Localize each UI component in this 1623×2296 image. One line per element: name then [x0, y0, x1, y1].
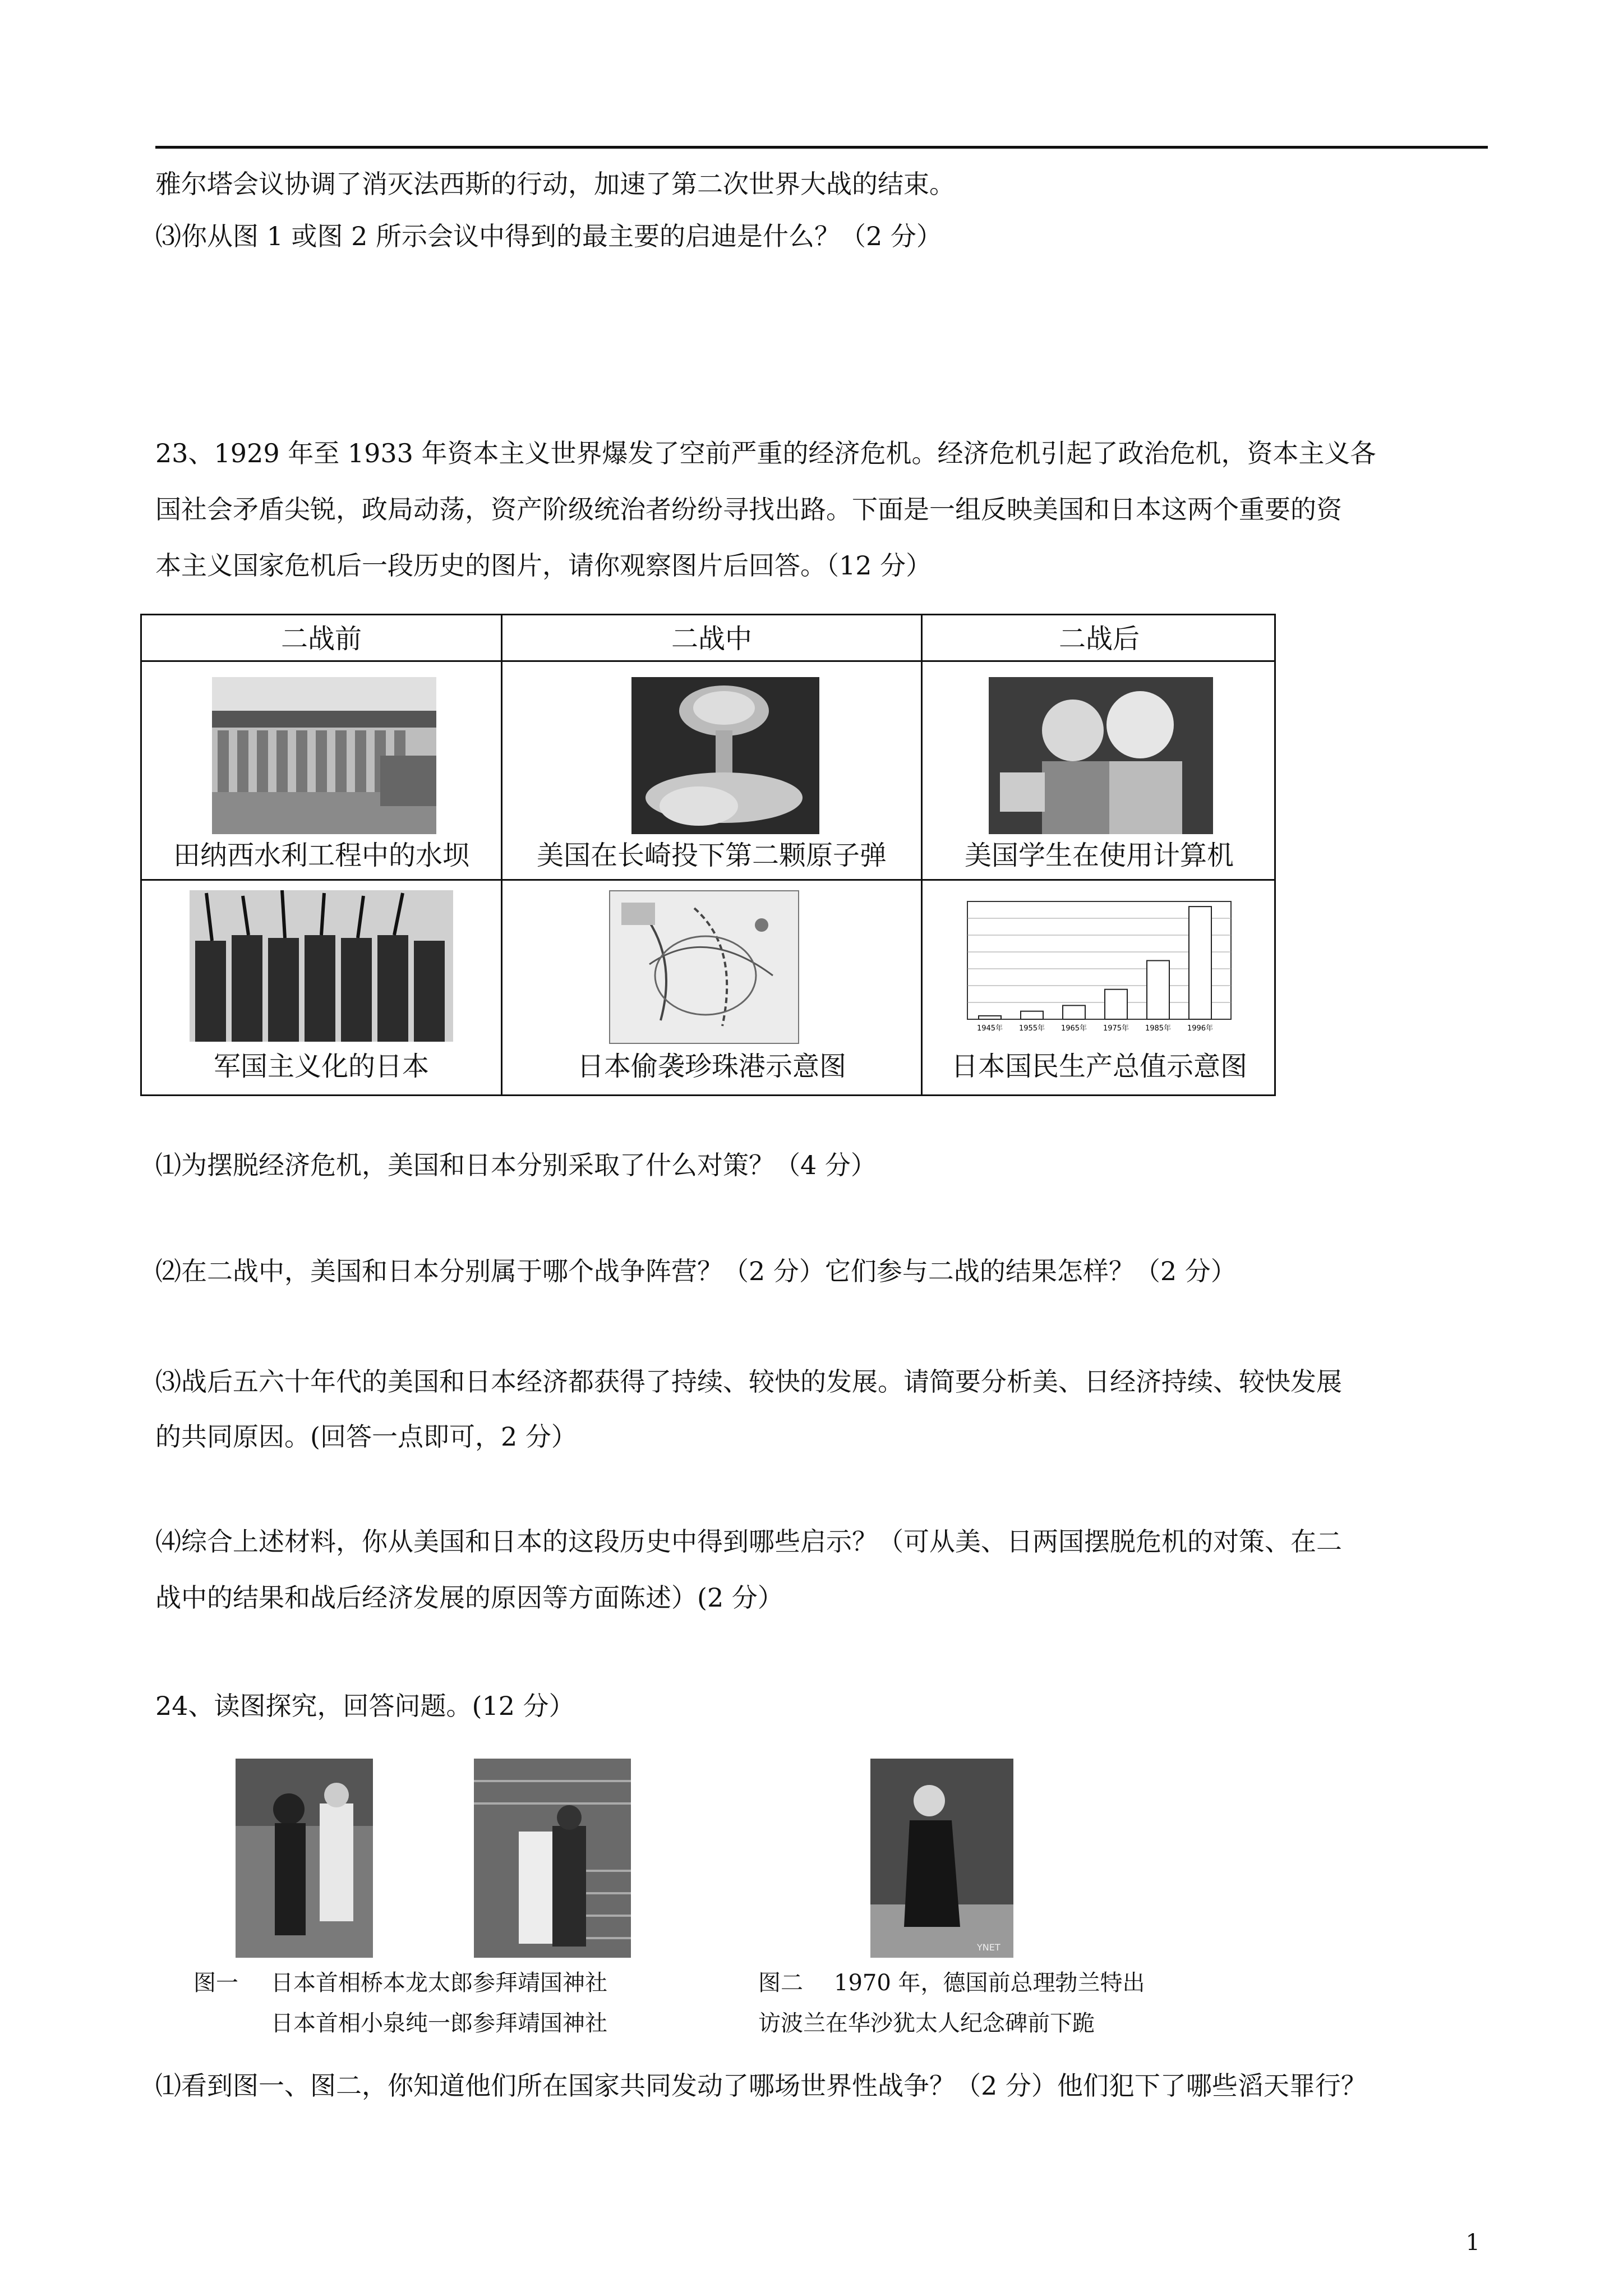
caption-fig2-line1: 1970 年，德国前总理勃兰特出 — [834, 1970, 1145, 1996]
question-23-4-line2: 战中的结果和战后经济发展的原因等方面陈述）(2 分） — [155, 1582, 783, 1613]
question-23-line3: 本主义国家危机后一段历史的图片，请你观察图片后回答。（12 分） — [155, 550, 932, 581]
question-23-line1: 23、1929 年至 1933 年资本主义世界爆发了空前严重的经济危机。经济危机引起了政治危机，资本主义各 — [155, 438, 1376, 468]
gnp-year-label: 1955年 — [1018, 1024, 1045, 1033]
brandt-kneeling-photo — [870, 1759, 1013, 1958]
question-23-3-line2: 的共同原因。(回答一点即可，2 分） — [155, 1421, 577, 1452]
gnp-year-label: 1985年 — [1145, 1024, 1172, 1033]
gnp-year-label: 1996年 — [1187, 1024, 1214, 1033]
caption-dam: 田纳西水利工程中的水坝 — [173, 840, 469, 871]
question-22-3: ⑶你从图 1 或图 2 所示会议中得到的最主要的启迪是什么？（2 分） — [155, 221, 942, 251]
koizumi-yasukuni-photo — [474, 1759, 631, 1958]
students-computer-photo — [989, 677, 1213, 834]
question-24-1: ⑴看到图一、图二，你知道他们所在国家共同发动了哪场世界性战争？（2 分）他们犯下了哪些滔天罪行？ — [155, 2070, 1367, 2101]
question-23-line2: 国社会矛盾尖锐，政局动荡，资产阶级统治者纷纷寻找出路。下面是一组反映美国和日本这两个重要的资 — [155, 494, 1342, 524]
gnp-bar — [1021, 1011, 1043, 1019]
gnp-year-label: 1945年 — [976, 1024, 1003, 1033]
caption-gnp: 日本国民生产总值示意图 — [951, 1051, 1247, 1082]
question-23-4-line1: ⑷综合上述材料，你从美国和日本的这段历史中得到哪些启示？（可从美、日两国摆脱危机的对策、在二 — [155, 1526, 1342, 1557]
table-divider — [142, 660, 1274, 662]
history-picture-table — [140, 614, 1276, 1096]
caption-atomic-bomb: 美国在长崎投下第二颗原子弹 — [536, 840, 887, 871]
svg-text:YNET: YNET — [977, 1942, 1000, 1953]
gnp-bar — [979, 1016, 1001, 1019]
gnp-bar — [1189, 907, 1211, 1019]
question-24-title: 24、读图探究，回答问题。(12 分） — [155, 1691, 575, 1721]
page-number: 1 — [1465, 2230, 1480, 2256]
gnp-year-label: 1965年 — [1061, 1024, 1087, 1033]
gnp-bar — [1147, 960, 1169, 1019]
militarized-japan-photo — [190, 890, 453, 1042]
caption-fig2-line2: 访波兰在华沙犹太人纪念碑前下跪 — [758, 2010, 1095, 2036]
nagasaki-bomb-photo — [631, 677, 819, 834]
gnp-year-label: 1975年 — [1103, 1024, 1129, 1033]
question-23-1: ⑴为摆脱经济危机，美国和日本分别采取了什么对策？（4 分） — [155, 1150, 877, 1180]
tennessee-dam-photo — [212, 677, 436, 834]
gnp-bar — [1105, 990, 1127, 1019]
caption-fig1-line1: 日本首相桥本龙太郎参拜靖国神社 — [271, 1970, 607, 1996]
caption-fig2-label: 图二 — [758, 1970, 803, 1996]
caption-fig1-label: 图一 — [193, 1970, 238, 1996]
caption-pearl-harbor: 日本偷袭珍珠港示意图 — [577, 1051, 846, 1082]
question-23-2: ⑵在二战中，美国和日本分别属于哪个战争阵营？（2 分）它们参与二战的结果怎样？（2 分） — [155, 1256, 1237, 1286]
header-before-war: 二战前 — [280, 623, 362, 655]
header-after-war: 二战后 — [1058, 623, 1140, 655]
intro-line: 雅尔塔会议协调了消灭法西斯的行动，加速了第二次世界大战的结束。 — [155, 169, 955, 199]
header-during-war: 二战中 — [671, 623, 752, 655]
top-rule — [155, 146, 1488, 149]
gnp-bar — [1063, 1005, 1085, 1019]
japan-gnp-chart — [945, 896, 1234, 1036]
caption-computer: 美国学生在使用计算机 — [964, 840, 1234, 871]
hashimoto-yasukuni-photo — [236, 1759, 373, 1958]
caption-fig1-line2: 日本首相小泉纯一郎参拜靖国神社 — [271, 2010, 607, 2036]
pearl-harbor-map — [609, 890, 799, 1044]
question-23-3-line1: ⑶战后五六十年代的美国和日本经济都获得了持续、较快的发展。请简要分析美、日经济持续、较快发展 — [155, 1366, 1342, 1397]
caption-militarism: 军国主义化的日本 — [213, 1051, 429, 1082]
table-divider — [142, 879, 1274, 881]
